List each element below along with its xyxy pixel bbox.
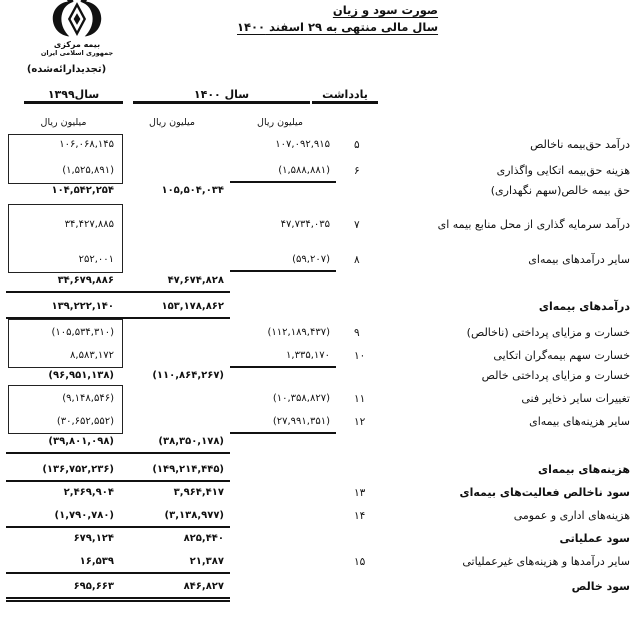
row-label <box>384 271 634 291</box>
value-1399: (۱۰۵,۵۳۴,۳۱۰) <box>51 327 114 338</box>
value-1399: ۶۹۵,۶۶۳ <box>6 577 120 602</box>
note-number: ۵ <box>354 139 360 151</box>
restated-note: (تجدیدارائه‌شده) <box>26 64 107 75</box>
value-1400-detail: ۱۰۷,۰۹۲,۹۱۵ <box>275 139 330 150</box>
value-1400-detail <box>230 432 336 452</box>
value-1400-total: (۱۴۹,۲۱۴,۴۴۵) <box>120 460 230 482</box>
value-1400-total <box>120 412 230 432</box>
note-number <box>336 271 384 291</box>
value-1400-total: ۳,۹۶۴,۴۱۷ <box>173 487 224 498</box>
value-1399: (۹,۱۴۸,۵۴۶) <box>62 393 114 404</box>
value-1400-detail <box>230 552 336 572</box>
row-label: سود خالص <box>571 580 630 593</box>
column-header-year-1400: سال ۱۴۰۰ <box>133 88 310 104</box>
note-number: ۷ <box>354 219 360 231</box>
value-1400-total: (۳,۱۳۸,۹۷۷) <box>120 506 230 528</box>
row-label: سایر هزینه‌های بیمه‌ای <box>529 415 630 428</box>
value-1399: ۱۳۹,۲۲۲,۱۴۰ <box>6 297 120 319</box>
unit-label-1400-detail: میلیون ریال <box>257 117 303 128</box>
value-1399: ۳۴,۶۷۹,۸۸۶ <box>6 271 120 293</box>
note-number: ۱۴ <box>354 510 366 522</box>
value-1399: (۱,۵۲۵,۸۹۱) <box>62 165 114 176</box>
value-1400-detail: (۵۹,۲۰۷) <box>230 250 336 272</box>
note-number: ۹ <box>354 327 360 339</box>
note-number: ۱۰ <box>354 350 366 362</box>
value-1399: ۳۴,۴۲۷,۸۸۵ <box>64 219 114 230</box>
value-1399: ۱۰۴,۵۴۲,۲۵۴ <box>51 185 114 196</box>
table-row-insurance-revenues-total <box>6 297 634 317</box>
row-label <box>384 432 634 452</box>
table-row-gross-claims <box>6 323 634 343</box>
value-1400-total: ۱۵۳,۱۷۸,۸۶۲ <box>120 297 230 319</box>
value-1399: ۱۶,۵۳۹ <box>6 552 120 574</box>
value-1400-total: (۳۸,۳۵۰,۱۷۸) <box>120 432 230 454</box>
table-row-reinsurers-share <box>6 346 634 366</box>
row-label: سود ناخالص فعالیت‌های بیمه‌ای <box>459 486 630 499</box>
value-1400-total <box>120 346 230 366</box>
row-label: خسارت و مزایای پرداختی (ناخالص) <box>466 326 630 339</box>
column-header-year-1399: سال۱۳۹۹ <box>24 88 123 104</box>
value-1400-detail: (۲۷,۹۹۱,۳۵۱) <box>230 412 336 434</box>
statement-title-block <box>237 2 438 36</box>
value-1399: ۱۰۶,۰۶۸,۱۴۵ <box>59 139 114 150</box>
value-1400-detail: ۴۷,۷۳۴,۰۳۵ <box>280 219 330 230</box>
note-number <box>336 432 384 452</box>
unit-label-1399: میلیون ریال <box>40 117 87 128</box>
table-row-net-premium <box>6 181 634 201</box>
value-1400-detail <box>230 577 336 597</box>
table-row-investment-income <box>6 215 634 235</box>
note-number: ۱۳ <box>354 487 366 499</box>
note-number <box>336 577 384 597</box>
row-label: درآمدهای بیمه‌ای <box>538 300 630 313</box>
note-number: ۱۵ <box>354 556 366 568</box>
value-1399: (۹۶,۹۵۱,۱۳۸) <box>48 370 114 381</box>
value-1399: ۸,۵۸۳,۱۷۲ <box>70 350 114 361</box>
note-number <box>336 297 384 317</box>
value-1400-total <box>120 323 230 343</box>
table-row-gross-premium <box>6 135 634 155</box>
column-header-notes: یادداشت <box>312 88 378 104</box>
row-label: سایر درآمدهای بیمه‌ای <box>528 253 630 266</box>
table-row-gross-profit <box>6 483 634 503</box>
value-1400-detail: (۱,۵۸۸,۸۸۱) <box>230 161 336 183</box>
row-label: تغییرات سایر ذخایر فنی <box>521 392 630 405</box>
value-1400-detail <box>230 271 336 291</box>
page-title: صورت سود و زیان <box>332 3 439 17</box>
table-row-other-insurance-expenses <box>6 412 634 432</box>
row-label: درآمد حق‌بیمه ناخالص <box>530 138 630 151</box>
fiscal-year-subtitle: سال مالی منتهی به ۲۹ اسفند ۱۴۰۰ <box>237 20 439 34</box>
value-1400-total <box>120 135 230 155</box>
value-1400-total <box>120 161 230 181</box>
table-row-other-insurance-income <box>6 250 634 270</box>
central-insurance-logo <box>34 0 120 57</box>
note-number <box>336 460 384 480</box>
value-1400-total: ۴۷,۶۷۴,۸۲۸ <box>120 271 230 293</box>
note-number <box>336 529 384 549</box>
value-1400-total <box>120 389 230 409</box>
value-1400-detail <box>230 181 336 201</box>
value-1399: ۲,۴۶۹,۹۰۴ <box>63 487 114 498</box>
unit-label-1400-total: میلیون ریال <box>149 117 195 128</box>
logo-org-subname: جمهوری اسلامی ایران <box>40 49 114 57</box>
row-label: درآمد سرمایه گذاری از محل منابع بیمه ای <box>437 218 630 231</box>
row-label: حق بیمه خالص(سهم نگهداری) <box>490 184 630 197</box>
value-1399: (۳۹,۸۰۱,۰۹۸) <box>6 432 120 454</box>
value-1400-total: ۸۲۵,۴۴۰ <box>183 533 224 544</box>
row-label: هزینه حق‌بیمه اتکایی واگذاری <box>496 164 630 177</box>
table-row-operating-profit <box>6 529 634 549</box>
value-1400-total: ۱۰۵,۵۰۴,۰۳۴ <box>161 185 224 196</box>
table-row-income-subtotal <box>6 271 634 291</box>
row-label: سایر درآمدها و هزینه‌های غیرعملیاتی <box>462 555 630 568</box>
table-row-net-claims <box>6 366 634 386</box>
value-1400-total <box>120 215 230 235</box>
table-row-nonoperating <box>6 552 634 572</box>
note-number: ۸ <box>354 254 360 266</box>
row-label: خسارت سهم بیمه‌گران اتکایی <box>493 349 630 362</box>
table-row-ceded-premium <box>6 161 634 181</box>
value-1400-detail <box>230 297 336 317</box>
value-1399: (۱,۷۹۰,۷۸۰) <box>6 506 120 528</box>
value-1400-detail <box>230 366 336 386</box>
value-1400-detail <box>230 483 336 503</box>
table-row-expenses-subtotal <box>6 432 634 452</box>
table-row-admin-expenses <box>6 506 634 526</box>
logo-org-name: بیمه مرکزی <box>53 40 101 49</box>
note-number <box>336 366 384 386</box>
value-1400-detail <box>230 460 336 480</box>
value-1399: ۲۵۲,۰۰۱ <box>78 254 114 265</box>
value-1399: ۶۷۹,۱۲۴ <box>73 533 114 544</box>
note-number: ۶ <box>354 165 360 177</box>
value-1400-total: ۸۴۶,۸۲۷ <box>120 577 230 602</box>
note-number <box>336 181 384 201</box>
value-1400-detail: (۱۰,۳۵۸,۸۲۷) <box>272 393 330 404</box>
value-1400-detail: (۱۱۲,۱۸۹,۴۳۷) <box>267 327 330 338</box>
value-1400-total <box>120 250 230 270</box>
value-1400-total: (۱۱۰,۸۶۴,۲۶۷) <box>152 370 224 381</box>
value-1399: (۱۳۶,۷۵۲,۲۳۶) <box>6 460 120 482</box>
value-1400-detail <box>230 506 336 526</box>
insurance-emblem-icon <box>34 0 120 40</box>
row-label: هزینه‌های اداری و عمومی <box>513 509 630 522</box>
table-row-net-profit <box>6 577 634 597</box>
table-row-technical-reserves <box>6 389 634 409</box>
row-label: خسارت و مزایای پرداختی خالص <box>481 369 630 382</box>
row-label: هزینه‌های بیمه‌ای <box>538 463 630 476</box>
value-1400-detail: ۱,۳۳۵,۱۷۰ <box>230 346 336 368</box>
note-number: ۱۲ <box>354 416 366 428</box>
row-label: سود عملیاتی <box>559 532 630 545</box>
value-1400-total: ۲۱,۳۸۷ <box>120 552 230 574</box>
table-row-insurance-expenses-total <box>6 460 634 480</box>
value-1399: (۳۰,۶۵۲,۵۵۲) <box>56 416 114 427</box>
note-number: ۱۱ <box>354 393 366 405</box>
value-1400-detail <box>230 529 336 549</box>
